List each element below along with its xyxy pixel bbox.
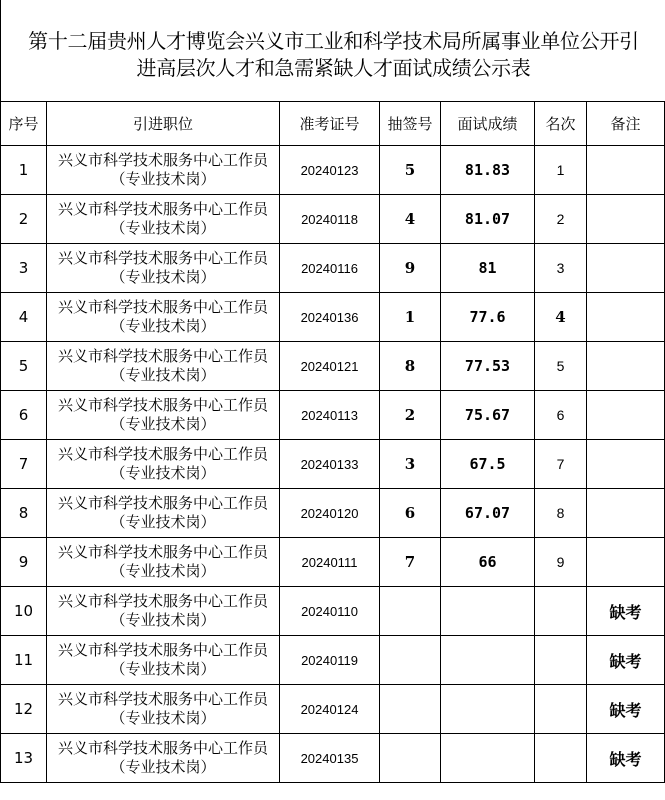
- cell-position: [47, 342, 280, 391]
- cell-seq: 7: [1, 440, 47, 489]
- cell-seq: 1: [1, 146, 47, 195]
- cell-interview-score: [441, 587, 535, 636]
- header-rank: 名次: [535, 102, 587, 146]
- table-row: [1, 734, 665, 783]
- table-row: [1, 342, 665, 391]
- position-type: （专业技术岗）: [110, 219, 216, 237]
- cell-interview-score: 81.83: [441, 146, 535, 195]
- cell-position: [47, 587, 280, 636]
- cell-rank: [535, 734, 587, 783]
- table-row: [1, 636, 665, 685]
- position-title: 兴义市科学技术服务中心工作员: [57, 445, 268, 463]
- cell-lot-number: 3: [380, 440, 441, 489]
- title-line-2: 进高层次人才和急需紧缺人才面试成绩公示表: [136, 56, 531, 80]
- position-type: （专业技术岗）: [110, 317, 216, 335]
- cell-lot-number: 8: [380, 342, 441, 391]
- position-type: （专业技术岗）: [110, 709, 216, 727]
- cell-exam-number: 20240113: [280, 391, 380, 440]
- cell-note: [587, 440, 665, 489]
- position-title: 兴义市科学技术服务中心工作员: [57, 592, 268, 610]
- position-title: 兴义市科学技术服务中心工作员: [57, 347, 268, 365]
- cell-exam-number: 20240119: [280, 636, 380, 685]
- position-title: 兴义市科学技术服务中心工作员: [57, 543, 268, 561]
- cell-seq: 8: [1, 489, 47, 538]
- cell-seq: 12: [1, 685, 47, 734]
- cell-seq: 13: [1, 734, 47, 783]
- cell-lot-number: [380, 636, 441, 685]
- cell-lot-number: [380, 685, 441, 734]
- cell-note: [587, 342, 665, 391]
- position-type: （专业技术岗）: [110, 513, 216, 531]
- cell-position: [47, 293, 280, 342]
- cell-note: [587, 538, 665, 587]
- cell-lot-number: 7: [380, 538, 441, 587]
- cell-rank: 8: [535, 489, 587, 538]
- cell-lot-number: [380, 587, 441, 636]
- cell-interview-score: 81.07: [441, 195, 535, 244]
- cell-interview-score: 67.5: [441, 440, 535, 489]
- table-row: [1, 244, 665, 293]
- cell-exam-number: 20240124: [280, 685, 380, 734]
- cell-note: [587, 195, 665, 244]
- cell-rank: 1: [535, 146, 587, 195]
- cell-seq: 5: [1, 342, 47, 391]
- table-row: [1, 440, 665, 489]
- title-line-1: 第十二届贵州人才博览会兴义市工业和科学技术局所属事业单位公开引: [28, 29, 639, 53]
- cell-interview-score: [441, 734, 535, 783]
- cell-interview-score: [441, 636, 535, 685]
- cell-seq: 11: [1, 636, 47, 685]
- cell-note: [587, 293, 665, 342]
- header-position: 引进职位: [47, 102, 280, 146]
- cell-note: [587, 391, 665, 440]
- cell-exam-number: 20240135: [280, 734, 380, 783]
- cell-rank: 4: [535, 293, 587, 342]
- header-note: 备注: [587, 102, 665, 146]
- cell-lot-number: 5: [380, 146, 441, 195]
- position-title: 兴义市科学技术服务中心工作员: [57, 200, 268, 218]
- position-title: 兴义市科学技术服务中心工作员: [57, 641, 268, 659]
- cell-interview-score: 66: [441, 538, 535, 587]
- table-row: [1, 293, 665, 342]
- position-type: （专业技术岗）: [110, 366, 216, 384]
- cell-exam-number: 20240136: [280, 293, 380, 342]
- cell-interview-score: 77.6: [441, 293, 535, 342]
- cell-interview-score: 81: [441, 244, 535, 293]
- cell-rank: [535, 587, 587, 636]
- cell-exam-number: 20240118: [280, 195, 380, 244]
- cell-seq: 2: [1, 195, 47, 244]
- cell-position: [47, 489, 280, 538]
- cell-lot-number: 1: [380, 293, 441, 342]
- position-title: 兴义市科学技术服务中心工作员: [57, 298, 268, 316]
- cell-seq: 9: [1, 538, 47, 587]
- header-seq: 序号: [1, 102, 47, 146]
- position-title: 兴义市科学技术服务中心工作员: [57, 690, 268, 708]
- cell-interview-score: 75.67: [441, 391, 535, 440]
- table-row: [1, 587, 665, 636]
- cell-rank: 6: [535, 391, 587, 440]
- cell-position: [47, 440, 280, 489]
- cell-seq: 10: [1, 587, 47, 636]
- position-type: （专业技术岗）: [110, 415, 216, 433]
- cell-lot-number: 9: [380, 244, 441, 293]
- cell-note: 缺考: [587, 636, 665, 685]
- table-row: [1, 146, 665, 195]
- position-title: 兴义市科学技术服务中心工作员: [57, 494, 268, 512]
- position-title: 兴义市科学技术服务中心工作员: [57, 396, 268, 414]
- cell-position: [47, 685, 280, 734]
- cell-lot-number: 4: [380, 195, 441, 244]
- cell-seq: 4: [1, 293, 47, 342]
- table-header-row: [1, 102, 665, 146]
- cell-rank: 7: [535, 440, 587, 489]
- cell-exam-number: 20240120: [280, 489, 380, 538]
- cell-position: [47, 244, 280, 293]
- position-type: （专业技术岗）: [110, 170, 216, 188]
- cell-seq: 6: [1, 391, 47, 440]
- cell-rank: 5: [535, 342, 587, 391]
- cell-exam-number: 20240123: [280, 146, 380, 195]
- cell-rank: 3: [535, 244, 587, 293]
- cell-rank: 9: [535, 538, 587, 587]
- position-title: 兴义市科学技术服务中心工作员: [57, 249, 268, 267]
- position-type: （专业技术岗）: [110, 464, 216, 482]
- cell-note: [587, 489, 665, 538]
- table-row: [1, 685, 665, 734]
- cell-interview-score: 77.53: [441, 342, 535, 391]
- cell-rank: [535, 685, 587, 734]
- table-row: [1, 489, 665, 538]
- table-row: [1, 391, 665, 440]
- position-title: 兴义市科学技术服务中心工作员: [57, 151, 268, 169]
- cell-exam-number: 20240121: [280, 342, 380, 391]
- results-table: [0, 101, 665, 783]
- cell-position: [47, 538, 280, 587]
- position-type: （专业技术岗）: [110, 562, 216, 580]
- cell-position: [47, 734, 280, 783]
- header-exam-number: 准考证号: [280, 102, 380, 146]
- header-lot-number: 抽签号: [380, 102, 441, 146]
- cell-interview-score: [441, 685, 535, 734]
- cell-exam-number: 20240116: [280, 244, 380, 293]
- cell-note: 缺考: [587, 734, 665, 783]
- cell-note: 缺考: [587, 587, 665, 636]
- cell-position: [47, 195, 280, 244]
- cell-note: [587, 146, 665, 195]
- page-title: [0, 0, 665, 101]
- header-interview-score: 面试成绩: [441, 102, 535, 146]
- cell-exam-number: 20240133: [280, 440, 380, 489]
- cell-position: [47, 391, 280, 440]
- cell-lot-number: 6: [380, 489, 441, 538]
- cell-exam-number: 20240111: [280, 538, 380, 587]
- cell-exam-number: 20240110: [280, 587, 380, 636]
- cell-seq: 3: [1, 244, 47, 293]
- cell-note: 缺考: [587, 685, 665, 734]
- cell-note: [587, 244, 665, 293]
- table-row: [1, 195, 665, 244]
- position-type: （专业技术岗）: [110, 660, 216, 678]
- table-row: [1, 538, 665, 587]
- cell-lot-number: [380, 734, 441, 783]
- position-type: （专业技术岗）: [110, 268, 216, 286]
- cell-position: [47, 636, 280, 685]
- position-title: 兴义市科学技术服务中心工作员: [57, 739, 268, 757]
- cell-interview-score: 67.07: [441, 489, 535, 538]
- position-type: （专业技术岗）: [110, 611, 216, 629]
- cell-lot-number: 2: [380, 391, 441, 440]
- cell-position: [47, 146, 280, 195]
- position-type: （专业技术岗）: [110, 758, 216, 776]
- cell-rank: [535, 636, 587, 685]
- cell-rank: 2: [535, 195, 587, 244]
